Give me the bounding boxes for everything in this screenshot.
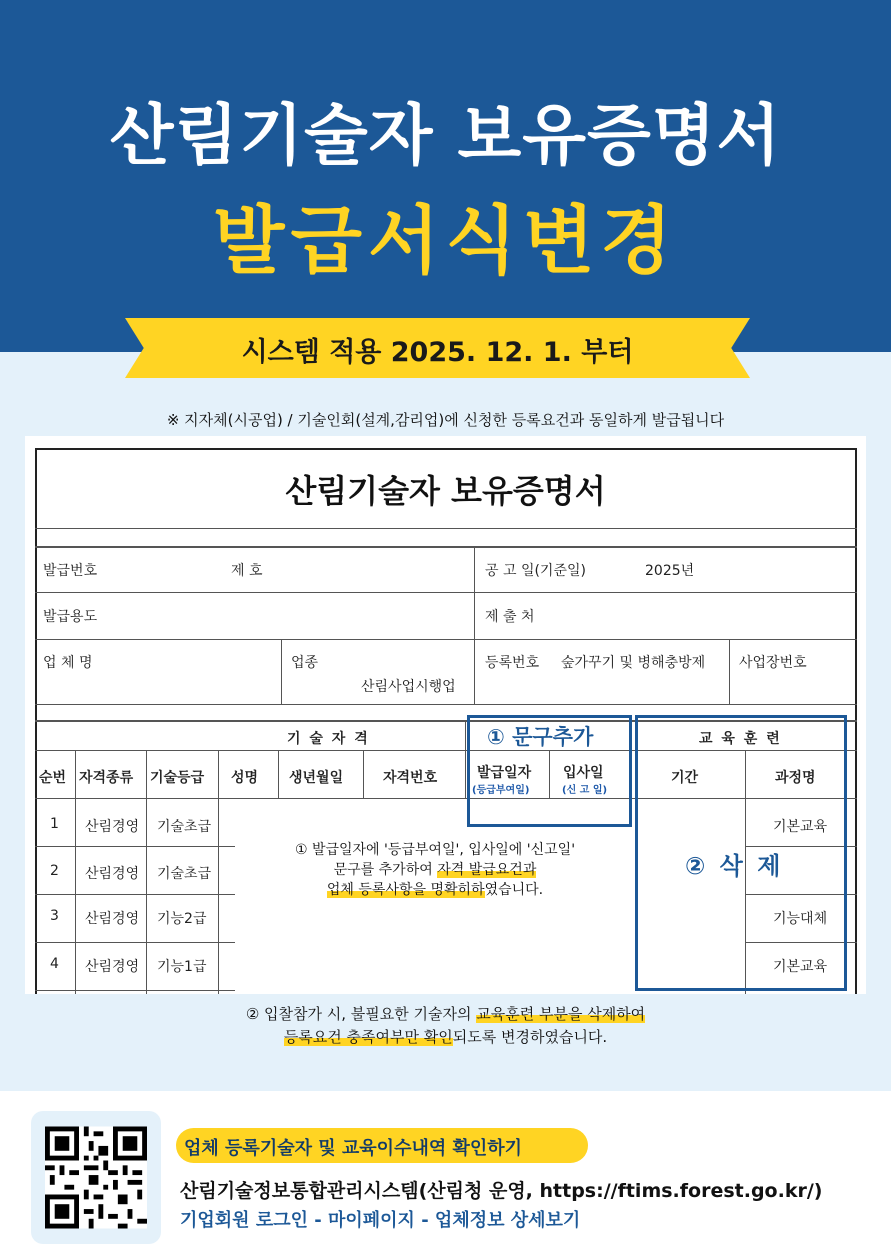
reg-no-value: 숲가꾸기 및 병해충방제	[561, 655, 706, 671]
row1-type: 산림경영	[85, 819, 140, 835]
row1-no: 1	[50, 816, 59, 832]
certificate-document	[25, 436, 866, 994]
qr-code-icon	[45, 1125, 147, 1230]
business-value: 산림사업시행업	[361, 679, 456, 695]
col-course: 과정명	[775, 770, 816, 786]
document-title: 산림기술자 보유증명서	[285, 472, 606, 510]
title-line1: 산림기술자 보유증명서	[109, 97, 782, 174]
row4-course: 기본교육	[773, 959, 828, 975]
delete-label: ② 삭 제	[685, 852, 784, 880]
row1-grade: 기술초급	[157, 819, 212, 835]
col-qual-no: 자격번호	[383, 770, 438, 786]
col-join-sub: (신 고 일)	[562, 785, 608, 796]
note1-line3: 업체 등록사항을 명확히하였습니다.	[326, 882, 544, 898]
note2	[0, 1003, 891, 1049]
submit-label: 제 출 처	[485, 609, 535, 625]
row3-type: 산림경영	[85, 911, 140, 927]
ribbon-text: 시스템 적용 2025. 12. 1. 부터	[241, 337, 634, 368]
col-period: 기간	[671, 770, 699, 786]
col-issue-date: 발급일자	[477, 765, 532, 781]
row4-grade: 기능1급	[157, 959, 207, 975]
notice-date-value: 2025년	[645, 563, 695, 579]
note2-line2: 등록요건 충족여부만 확인되도록 변경하였습니다.	[283, 1028, 608, 1046]
col-issue-sub: (등급부여일)	[472, 785, 530, 796]
row2-no: 2	[50, 863, 59, 879]
note1-line1: ① 발급일자에 '등급부여일', 입사일에 '신고일'	[294, 842, 576, 858]
system-name-link[interactable]: 산림기술정보통합관리시스템(산림청 운영, https://ftims.forest.go.kr/)	[180, 1180, 823, 1202]
title-line2: 발급서식변경	[213, 198, 678, 284]
check-pill-text: 업체 등록기술자 및 교육이수내역 확인하기	[184, 1138, 523, 1159]
row3-grade: 기능2급	[157, 911, 207, 927]
col-type: 자격종류	[79, 770, 134, 786]
edu-header: 교 육 훈 련	[699, 731, 782, 747]
business-label: 업종	[291, 655, 319, 671]
reg-no-label: 등록번호	[485, 655, 540, 671]
navigation-path: 기업회원 로그인 - 마이페이지 - 업체정보 상세보기	[180, 1210, 581, 1231]
issue-no-label: 발급번호	[43, 563, 98, 579]
col-grade: 기술등급	[150, 770, 205, 786]
biz-no-label: 사업장번호	[739, 655, 807, 671]
row3-course: 기능대체	[773, 911, 828, 927]
add-text-label: ① 문구추가	[487, 725, 594, 749]
note1	[220, 840, 650, 900]
row1-course: 기본교육	[773, 819, 828, 835]
tech-qual-header: 기 술 자 격	[287, 731, 370, 747]
row4-no: 4	[50, 956, 59, 972]
col-no: 순번	[39, 770, 67, 786]
row3-no: 3	[50, 908, 59, 924]
notice-date-label: 공 고 일(기준일)	[485, 563, 586, 579]
purpose-label: 발급용도	[43, 609, 98, 625]
company-label: 업 체 명	[43, 655, 93, 671]
note1-line2: 문구를 추가하여 자격 발급요건과	[333, 862, 537, 878]
col-birth: 생년월일	[289, 770, 344, 786]
col-name: 성명	[231, 770, 259, 786]
row4-type: 산림경영	[85, 959, 140, 975]
row2-type: 산림경영	[85, 866, 140, 882]
qr-code[interactable]	[31, 1111, 161, 1244]
issue-no-value: 제 호	[231, 563, 263, 579]
notice-text: ※ 지자체(시공업) / 기술인회(설계,감리업)에 신청한 등록요건과 동일하게 발급됩니다	[166, 411, 725, 429]
note2-line1: ② 입찰참가 시, 불필요한 기술자의 교육훈련 부분을 삭제하여	[245, 1005, 646, 1023]
row2-grade: 기술초급	[157, 866, 212, 882]
col-join-date: 입사일	[563, 765, 604, 781]
